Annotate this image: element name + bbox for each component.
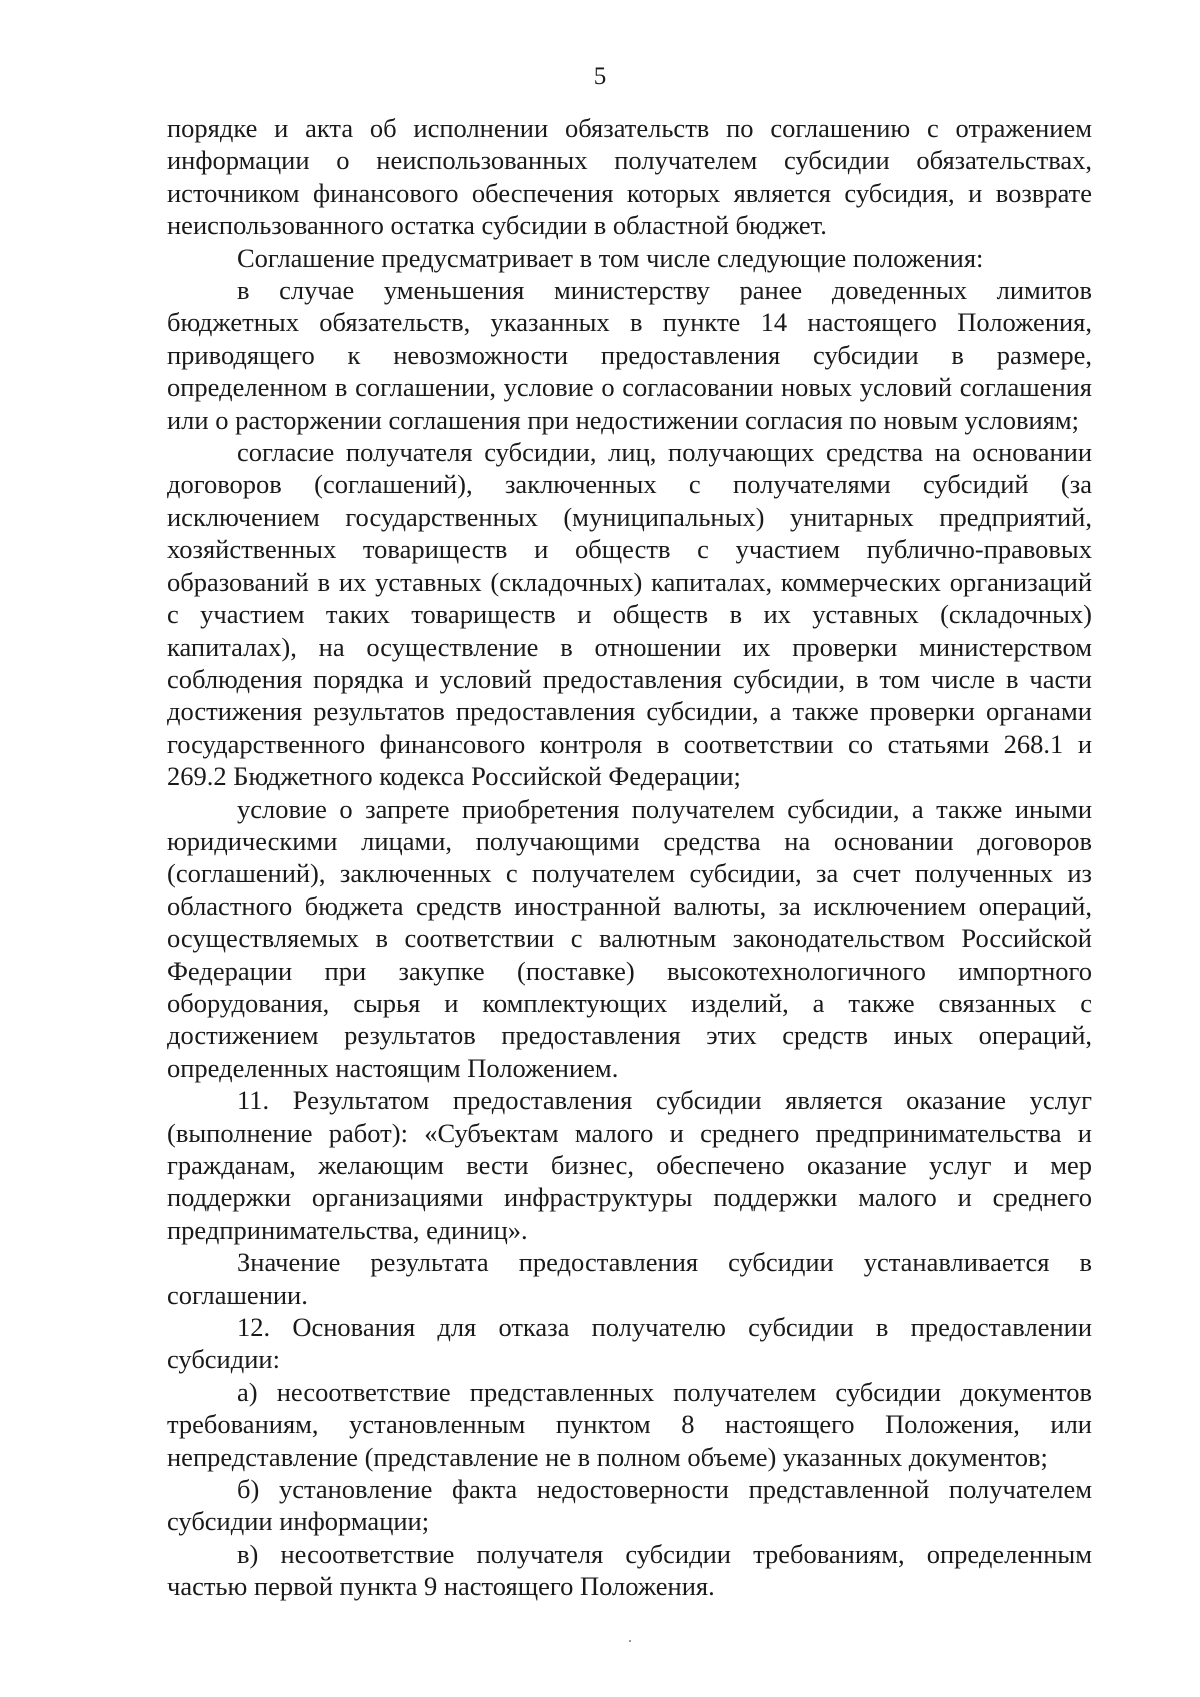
paragraph-continuation: порядке и акта об исполнении обязательств по соглашению с отражением информации о неиспользованных получателем субсидии обязательствах, источником финансового обеспечения которых является субсидия, и возврате неиспользованного остатка субсидии в областной бюджет. — [167, 113, 1092, 241]
paragraph-agreement-provisions: Соглашение предусматривает в том числе следующие положения: — [237, 242, 984, 273]
paragraph-limits-reduction: в случае уменьшения министерству ранее доведенных лимитов бюджетных обязательств, указанных в пункте 14 настоящего Положения, приводящего к невозможности предоставления субсидии в размере, определенном в соглашении, условие о согласовании новых условий соглашения или о расторжении соглашения при недостижении согласия по новым условиям; — [167, 275, 1092, 435]
paragraph-result-value: Значение результата предоставления субсидии устанавливается в соглашении. — [167, 1247, 1092, 1310]
paragraph-inspection-consent: согласие получателя субсидии, лиц, получающих средства на основании договоров (соглашений), заключенных с получателями субсидий (за исключением государственных (муниципальных) унитарных предприятий, хозяйственных товариществ и обществ с участием публично-правовых образований в их уставных (складочных) капиталах, коммерческих организаций с участием таких товариществ и обществ в их уставных (складочных) капиталах), на осуществление в отношении их проверки министерством соблюдения порядка и условий предоставления субсидии, в том числе в части достижения результатов предоставления субсидии, а также проверки органами государственного финансового контроля в соответствии со статьями 268.1 и 269.2 Бюджетного кодекса Российской Федерации; — [167, 437, 1092, 792]
page-number: 5 — [593, 63, 607, 90]
paragraph-item-12-a: а) несоответствие представленных получателем субсидии документов требованиям, установленным пунктом 8 настоящего Положения, или непредставление (представление не в полном объеме) указанных документов; — [167, 1376, 1092, 1472]
paragraph-currency-ban: условие о запрете приобретения получателем субсидии, а также иными юридическими лицами, получающими средства на основании договоров (соглашений), заключенных с получателем субсидии, за счет полученных из областного бюджета средств иностранной валюты, за исключением операций, осуществляемых в соответствии с валютным законодательством Российской Федерации при закупке (поставке) высокотехнологичного импортного оборудования, сырья и комплектующих изделий, а также связанных с достижением результатов предоставления этих средств иных операций, определенных настоящим Положением. — [167, 793, 1092, 1083]
paragraph-item-12-v: в) несоответствие получателя субсидии требованиям, определенным частью первой пункта 9 настоящего Положения. — [167, 1538, 1092, 1602]
paragraph-item-12-b: б) установление факта недостоверности представленной получателем субсидии информации; — [167, 1474, 1092, 1537]
document-body — [167, 112, 1092, 1603]
paragraph-item-12: 12. Основания для отказа получателю субсидии в предоставлении субсидии: — [167, 1312, 1092, 1375]
paragraph-item-11: 11. Результатом предоставления субсидии является оказание услуг (выполнение работ): «Субъектам малого и среднего предпринимательства и гражданам, желающим вести бизнес, обеспечено оказание услуг и мер поддержки организациями инфраструктуры поддержки малого и среднего предпринимательства, единиц». — [167, 1085, 1092, 1245]
scan-speck — [629, 1640, 631, 1642]
